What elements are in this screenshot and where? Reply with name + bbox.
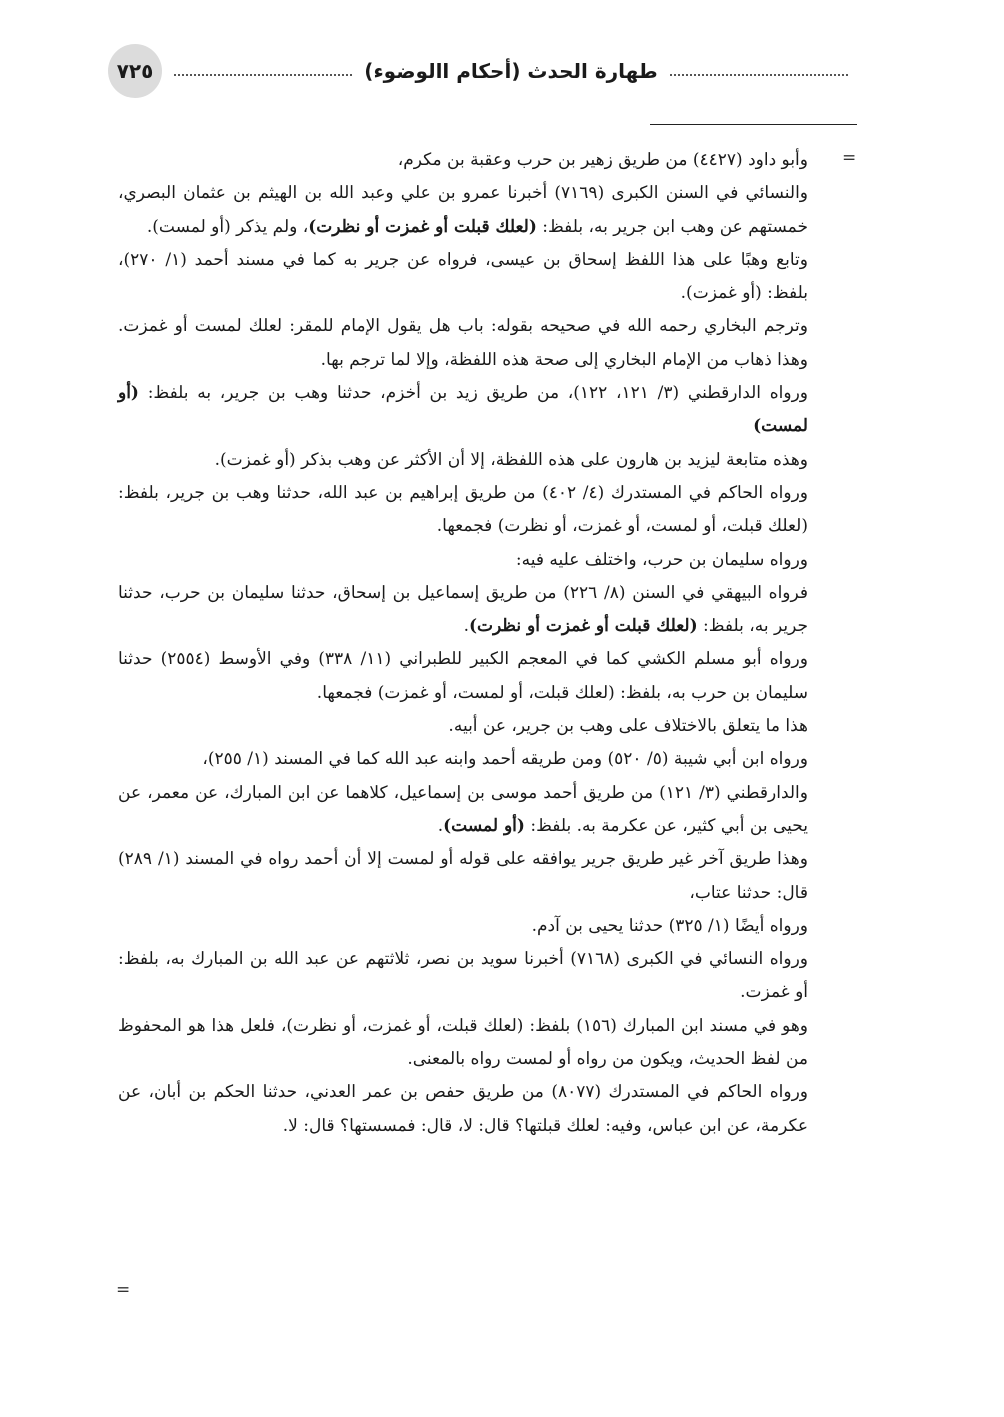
continuation-mark-bottom: = bbox=[116, 1280, 131, 1300]
quoted-wording: (لعلك قبلت أو غمزت أو نظرت) bbox=[469, 616, 698, 637]
footnote-paragraph bbox=[118, 1076, 808, 1143]
text-segment: ورواه الدارقطني (٣/ ١٢١، ١٢٢)، من طريق زيد بن أخزم، حدثنا وهب بن جرير، به بلفظ: bbox=[138, 383, 809, 404]
text-segment: فرواه البيهقي في السنن (٨/ ٢٢٦) من طريق إسماعيل بن إسحاق، حدثنا سليمان بن حرب، حدثنا جرير به، بلفظ: bbox=[118, 582, 809, 637]
text-segment: والنسائي في السنن الكبرى (٧١٦٩) أخبرنا عمرو بن علي وعبد الله بن الهيثم بن عثمان البصري، خمستهم عن وهب ابن جرير به، بلفظ: bbox=[118, 183, 809, 237]
text-segment: وتابع وهبًا على هذا اللفظ إسحاق بن عيسى، فرواه عن جرير به كما في مسند أحمد (١/ ٢٧٠)، بلفظ: (أو غمزت). bbox=[118, 249, 809, 304]
text-segment: وهذا طريق آخر غير طريق جرير يوافقه على قوله أو لمست إلا أن أحمد رواه في المسند (١/ ٢٨٩) قال: حدثنا عتاب، bbox=[118, 849, 808, 903]
page-header bbox=[108, 44, 848, 98]
footnote-paragraph bbox=[118, 710, 808, 743]
text-segment: ، ولم يذكر (أو لمست). bbox=[146, 216, 309, 237]
continuation-mark-top: = bbox=[842, 148, 857, 168]
quoted-wording: (لعلك قبلت أو غمزت أو نظرت) bbox=[308, 216, 537, 237]
footnote-paragraph bbox=[118, 444, 808, 477]
footnote-paragraph bbox=[118, 643, 808, 710]
footnote-paragraph bbox=[118, 843, 808, 910]
footnote-paragraph bbox=[118, 177, 808, 244]
footnote-paragraph bbox=[118, 743, 808, 776]
text-segment: هذا ما يتعلق بالاختلاف على وهب بن جرير، عن أبيه. bbox=[448, 716, 808, 737]
text-segment: . bbox=[437, 815, 444, 836]
text-segment: وترجم البخاري رحمه الله في صحيحه بقوله: باب هل يقول الإمام للمقر: لعلك لمست أو غمزت. وهذا ذهاب من الإمام البخاري إلى صحة هذه اللفظة، وإلا لما ترجم بها. bbox=[118, 316, 808, 370]
running-title-bar bbox=[174, 56, 848, 86]
footnote-rule bbox=[650, 124, 857, 125]
footnote-paragraph bbox=[118, 777, 808, 844]
footnote-body bbox=[118, 144, 808, 1143]
footnote-paragraph bbox=[118, 310, 808, 377]
text-segment: وهذه متابعة ليزيد بن هارون على هذه اللفظة، إلا أن الأكثر عن وهب بذكر (أو غمزت). bbox=[214, 449, 808, 470]
leader-dots-left bbox=[174, 74, 352, 76]
footnote-paragraph bbox=[118, 943, 808, 1010]
page-number-badge bbox=[108, 44, 162, 98]
text-segment: ورواه ابن أبي شيبة (٥/ ٥٢٠) ومن طريقه أحمد وابنه عبد الله كما في المسند (١/ ٢٥٥)، bbox=[202, 749, 808, 770]
footnote-paragraph bbox=[118, 544, 808, 577]
leader-dots-right bbox=[670, 74, 848, 76]
footnote-paragraph bbox=[118, 477, 808, 544]
text-segment: والدارقطني (٣/ ١٢١) من طريق أحمد موسى بن إسماعيل، كلاهما عن ابن المبارك، عن معمر، عن يحيى بن أبي كثير، عن عكرمة به. بلفظ: bbox=[118, 782, 808, 836]
page-number: ٧٢٥ bbox=[116, 59, 154, 83]
text-segment: . bbox=[463, 616, 469, 637]
quoted-wording: (أو لمست) bbox=[118, 383, 808, 437]
footnote-paragraph bbox=[118, 577, 808, 644]
running-title: طهارة الحدث (أحكام االوضوء) bbox=[364, 59, 658, 83]
footnote-paragraph bbox=[118, 377, 808, 444]
text-segment: ورواه الحاكم في المستدرك (٤/ ٤٠٢) من طريق إبراهيم بن عبد الله، حدثنا وهب بن جرير، بلفظ: (لعلك قبلت، أو لمست، أو غمزت، أو نظرت) فجمعها. bbox=[118, 482, 808, 537]
footnote-paragraph bbox=[118, 910, 808, 943]
text-segment: ورواه الحاكم في المستدرك (٨٠٧٧) من طريق حفص بن عمر العدني، حدثنا الحكم بن أبان، عن عكرمة، عن ابن عباس، وفيه: لعلك قبلتها؟ قال: لا، قال: فمسستها؟ قال: لا. bbox=[118, 1082, 808, 1136]
footnote-paragraph bbox=[118, 144, 808, 177]
footnote-paragraph bbox=[118, 1010, 808, 1077]
text-segment: ورواه النسائي في الكبرى (٧١٦٨) أخبرنا سويد بن نصر، ثلاثتهم عن عبد الله بن المبارك به، بلفظ: أو غمزت. bbox=[118, 949, 808, 1003]
text-segment: ورواه سليمان بن حرب، واختلف عليه فيه: bbox=[515, 549, 808, 570]
text-segment: ورواه أبو مسلم الكشي كما في المعجم الكبير للطبراني (١١/ ٣٣٨) وفي الأوسط (٢٥٥٤) حدثنا سليمان بن حرب به، بلفظ: (لعلك قبلت، أو لمست، أو غمزت) فجمعها. bbox=[118, 649, 808, 703]
footnote-paragraph bbox=[118, 244, 808, 311]
text-segment: ورواه أيضًا (١/ ٣٢٥) حدثنا يحيى بن آدم. bbox=[531, 915, 808, 936]
text-segment: وهو في مسند ابن المبارك (١٥٦) بلفظ: (لعلك قبلت، أو غمزت، أو نظرت)، فلعل هذا هو المحفوظ من لفظ الحديث، ويكون من رواه أو لمست رواه بالمعنى. bbox=[118, 1015, 809, 1070]
quoted-wording: (أو لمست) bbox=[443, 815, 525, 836]
text-segment: وأبو داود (٤٤٢٧) من طريق زهير بن حرب وعقبة بن مكرم، bbox=[397, 150, 808, 170]
